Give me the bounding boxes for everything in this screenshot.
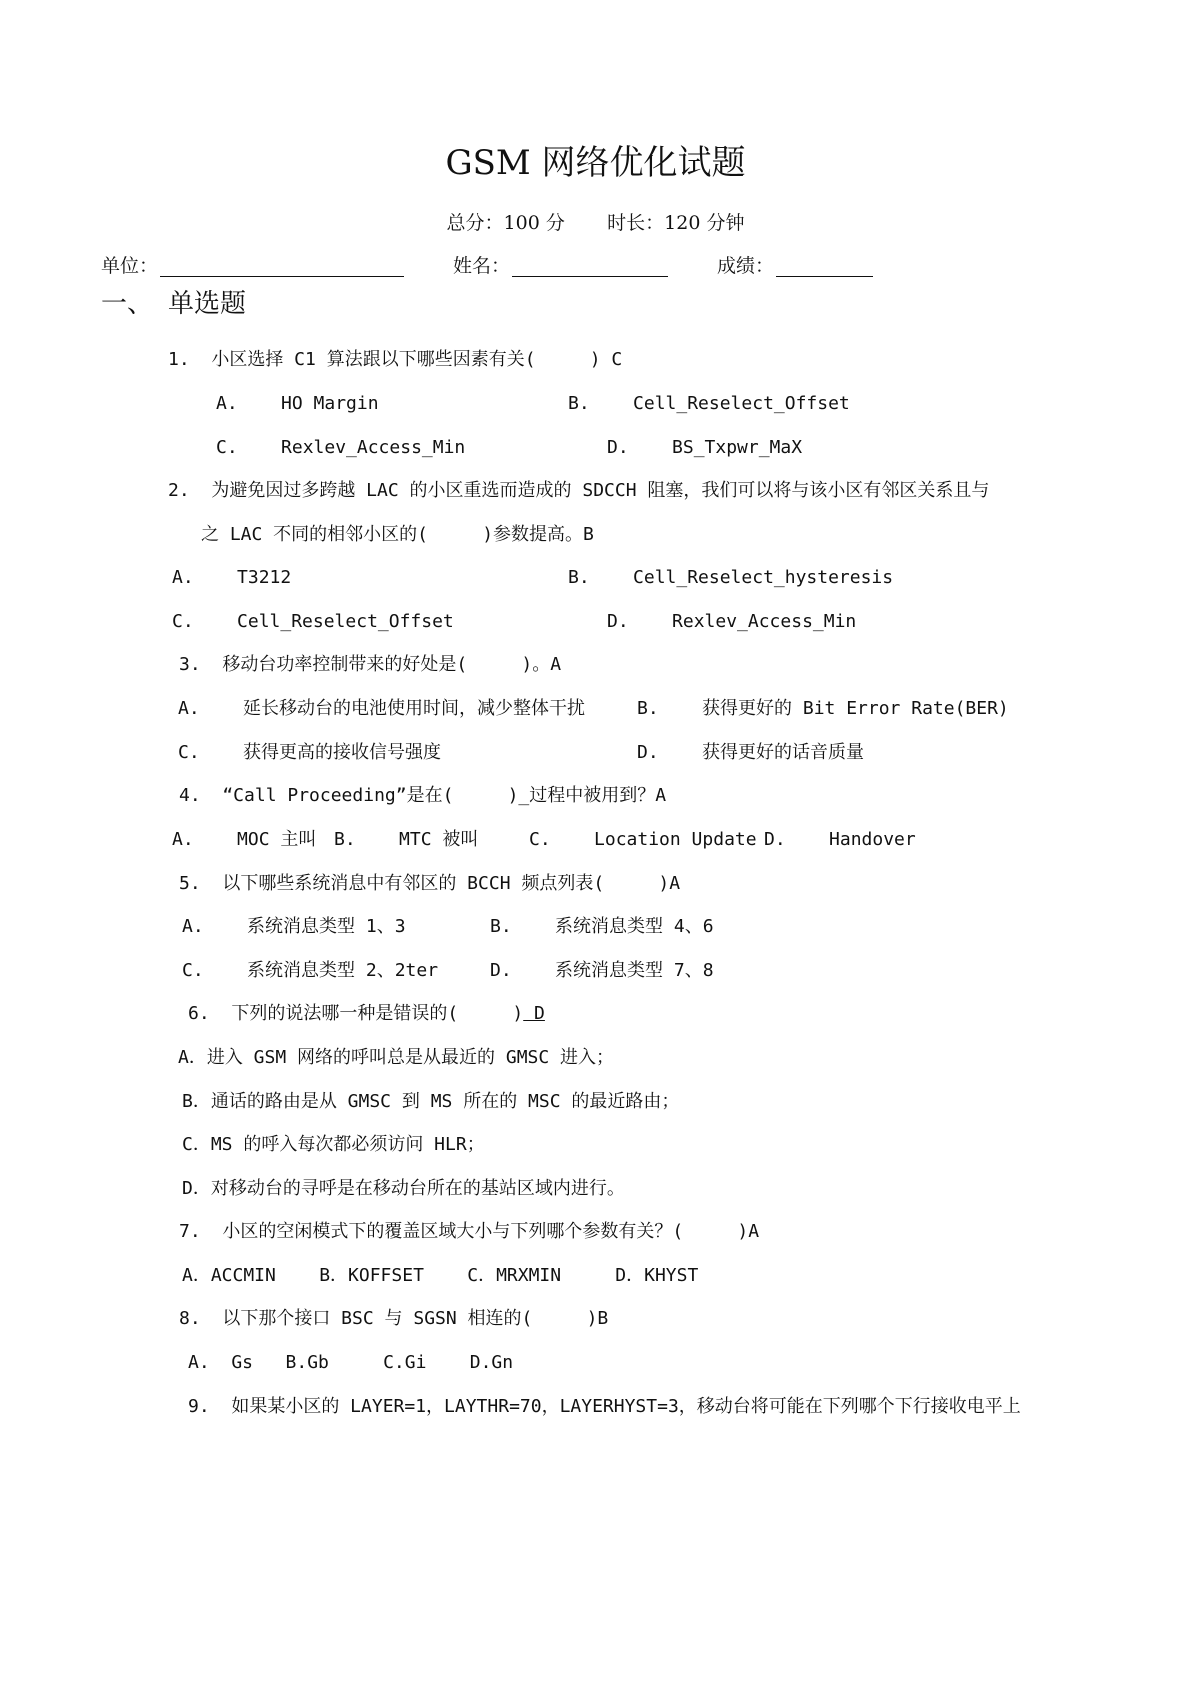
q2-option-d: D. Rexlev_Access_Min <box>607 611 857 632</box>
q4-option-d: D. Handover <box>764 829 916 850</box>
q8-options: A. Gs B.Gb C.Gi D.Gn <box>188 1352 514 1373</box>
q3-option-c: C. 获得更高的接收信号强度 <box>178 742 442 763</box>
question-6 <box>188 1002 545 1026</box>
q6-option-a: A．进入 GSM 网络的呼叫总是从最近的 GMSC 进入； <box>178 1047 615 1068</box>
question-2-line-1: 2. 为避免因过多跨越 LAC 的小区重选而造成的 SDCCH 阻塞，我们可以将与该小区有邻区关系且与 <box>168 480 990 501</box>
question-8: 8. 以下那个接口 BSC 与 SGSN 相连的( )B <box>179 1308 609 1329</box>
q2-option-b: B. Cell_Reselect_hysteresis <box>568 567 894 588</box>
q6-option-c: C．MS 的呼入每次都必须访问 HLR； <box>182 1134 485 1155</box>
question-2-line-2: 之 LAC 不同的相邻小区的( )参数提高。B <box>201 524 594 545</box>
q5-option-a: A. 系统消息类型 1、3 <box>182 916 406 937</box>
total-score: 总分：100 分 <box>446 212 565 234</box>
unit-blank[interactable] <box>160 276 404 277</box>
q6-option-b: B．通话的路由是从 GMSC 到 MS 所在的 MSC 的最近路由； <box>182 1091 680 1112</box>
q2-option-a: A. T3212 <box>172 567 292 588</box>
q1-option-d: D. BS_Txpwr_MaX <box>607 437 803 458</box>
exam-info <box>0 211 1191 235</box>
name-label: 姓名： <box>453 255 511 277</box>
q6-option-d: D．对移动台的寻呼是在移动台所在的基站区域内进行。 <box>182 1178 625 1199</box>
page-title: GSM 网络优化试题 <box>445 143 746 183</box>
q1-option-c: C. Rexlev_Access_Min <box>216 437 466 458</box>
q6-answer: D <box>523 1003 545 1024</box>
question-7: 7. 小区的空闲模式下的覆盖区域大小与下列哪个参数有关？( )A <box>179 1221 760 1242</box>
q1-option-b: B. Cell_Reselect_Offset <box>568 393 850 414</box>
question-5: 5. 以下哪些系统消息中有邻区的 BCCH 频点列表( )A <box>179 873 681 894</box>
duration: 时长：120 分钟 <box>607 212 745 234</box>
q5-option-d: D. 系统消息类型 7、8 <box>490 960 714 981</box>
question-4: 4. “Call Proceeding”是在( )_过程中被用到？A <box>179 785 667 806</box>
name-blank[interactable] <box>512 276 668 277</box>
q3-option-b: B. 获得更好的 Bit Error Rate(BER) <box>637 698 1009 719</box>
score-blank[interactable] <box>776 276 873 277</box>
q4-option-c: C. Location Update <box>529 829 757 850</box>
section-title: 单选题 <box>168 289 247 319</box>
q4-option-a: A. MOC 主叫 <box>172 829 317 850</box>
q5-option-b: B. 系统消息类型 4、6 <box>490 916 714 937</box>
unit-label: 单位： <box>101 255 159 277</box>
question-1: 1. 小区选择 C1 算法跟以下哪些因素有关( ) C <box>168 349 623 370</box>
question-3: 3. 移动台功率控制带来的好处是( )。A <box>179 654 562 675</box>
section-number: 一、 <box>101 289 154 319</box>
q3-option-d: D. 获得更好的话音质量 <box>637 742 865 763</box>
q5-option-c: C. 系统消息类型 2、2ter <box>182 960 439 981</box>
q2-option-c: C. Cell_Reselect_Offset <box>172 611 454 632</box>
q7-options: A．ACCMIN B．KOFFSET C．MRXMIN D．KHYST <box>182 1265 699 1286</box>
question-9: 9. 如果某小区的 LAYER=1，LAYTHR=70，LAYERHYST=3，移动台将可能在下列哪个下行接收电平上 <box>188 1396 1021 1417</box>
q1-option-a: A. HO Margin <box>216 393 379 414</box>
score-label: 成绩： <box>717 255 775 277</box>
q4-option-b: B. MTC 被叫 <box>334 829 479 850</box>
q3-option-a: A. 延长移动台的电池使用时间，减少整体干扰 <box>178 698 586 719</box>
q6-stem: 6. 下列的说法哪一种是错误的( ) <box>188 1003 524 1024</box>
